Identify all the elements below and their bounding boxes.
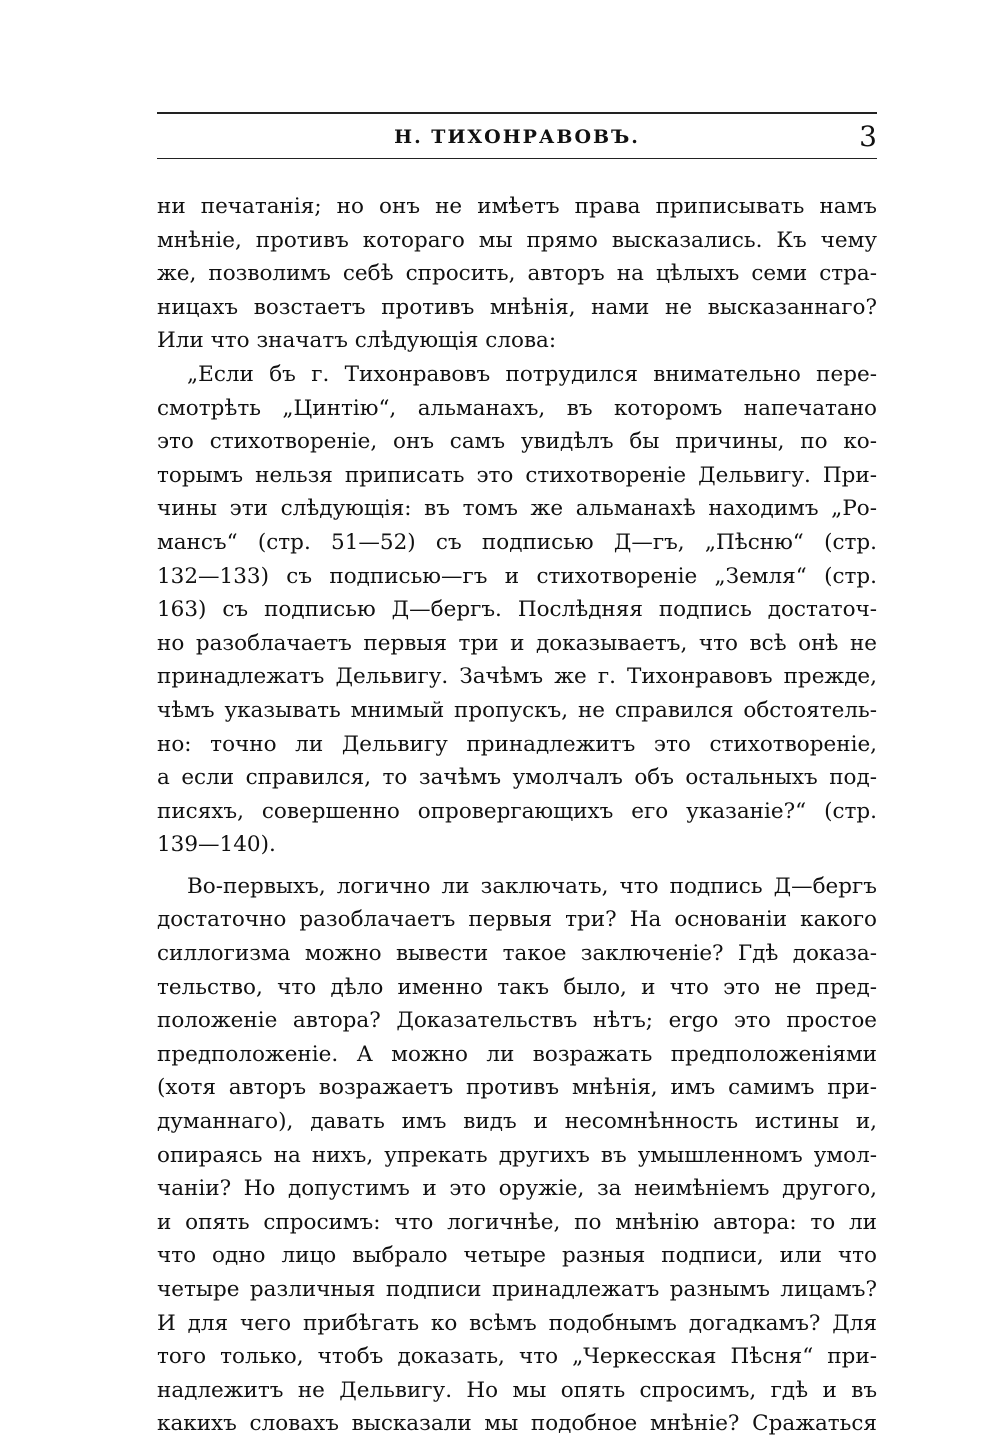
text-line: четыре различныя подписи принадлежатъ разнымъ лицамъ?: [157, 1277, 877, 1302]
text-line: 163) съ подписью Д—бергъ. Послѣдняя подпись достаточ-: [157, 597, 877, 623]
text-line: достаточно разоблачаетъ первыя три? На основаніи какого: [157, 907, 877, 933]
page-header: [157, 122, 877, 156]
text-line: но разоблачаетъ первыя три и доказываетъ, что всѣ онѣ не: [157, 630, 877, 656]
text-line: 139—140).: [157, 832, 276, 858]
body-text: [157, 190, 877, 1441]
text-line: надлежитъ не Дельвигу. Но мы опять спросимъ, гдѣ и въ: [157, 1377, 877, 1403]
text-line: а если справился, то зачѣмъ умолчалъ объ остальныхъ под-: [157, 765, 877, 791]
text-line: принадлежатъ Дельвигу. Зачѣмъ же г. Тихонравовъ прежде,: [157, 664, 877, 690]
text-line: что одно лицо выбрало четыре разныя подписи, или что: [157, 1243, 877, 1269]
text-line: тельство, что дѣло именно такъ было, и что это не пред-: [157, 974, 877, 1000]
text-line: И для чего прибѣгать ко всѣмъ подобнымъ догадкамъ? Для: [157, 1310, 877, 1336]
text-line: мнѣніе, противъ котораго мы прямо высказались. Къ чему: [157, 227, 877, 253]
text-line: писяхъ, совершенно опровергающихъ его указаніе?“ (стр.: [157, 798, 877, 824]
text-line: Во-первыхъ, логично ли заключать, что подпись Д—бергъ: [187, 873, 877, 899]
running-head: Н. ТИХОНРАВОВЪ.: [394, 126, 640, 148]
text-line: опираясь на нихъ, упрекать другихъ въ умышленномъ умол-: [157, 1142, 877, 1168]
text-line: 132—133) съ подписью—гъ и стихотвореніе „Земля“ (стр.: [157, 563, 877, 589]
text-line: чѣмъ указывать мнимый пропускъ, не справился обстоятель-: [157, 697, 877, 723]
text-line: чаніи? Но допустимъ и это оружіе, за неимѣніемъ другого,: [157, 1176, 877, 1202]
text-line: положеніе автора? Доказательствъ нѣтъ; ergo это простое: [157, 1008, 877, 1034]
text-line: же, позволимъ себѣ спросить, авторъ на цѣлыхъ семи стра-: [157, 261, 877, 287]
text-line: Или что значатъ слѣдующія слова:: [157, 328, 557, 354]
header-bottom-rule: [157, 158, 877, 159]
text-line: ни печатанія; но онъ не имѣетъ права приписывать намъ: [157, 194, 877, 219]
text-line: мансъ“ (стр. 51—52) съ подписью Д—гъ, „Пѣсню“ (стр.: [157, 529, 877, 555]
text-line: силлогизма можно вывести такое заключеніе? Гдѣ доказа-: [157, 941, 877, 967]
page-number: 3: [859, 120, 877, 153]
text-line: смотрѣть „Цинтію“, альманахъ, въ которомъ напечатано: [157, 395, 877, 421]
text-line: но: точно ли Дельвигу принадлежитъ это стихотвореніе,: [157, 731, 877, 757]
text-line: какихъ словахъ высказали мы подобное мнѣніе? Сражаться: [157, 1411, 877, 1437]
text-line: чины эти слѣдующія: въ томъ же альманахѣ находимъ „Ро-: [157, 496, 877, 522]
header-top-rule: [157, 112, 877, 114]
text-line: торымъ нельзя приписать это стихотвореніе Дельвигу. При-: [157, 462, 877, 488]
text-line: (хотя авторъ возражаетъ противъ мнѣнія, имъ самимъ при-: [157, 1075, 877, 1101]
text-line: ницахъ возстаетъ противъ мнѣнія, нами не высказаннаго?: [157, 294, 877, 320]
text-line: это стихотвореніе, онъ самъ увидѣлъ бы причины, по ко-: [157, 429, 877, 455]
text-line: думаннаго), давать имъ видъ и несомнѣнность истины и,: [157, 1109, 877, 1135]
text-line: предположеніе. А можно ли возражать предположеніями: [157, 1041, 877, 1067]
text-line: „Если бъ г. Тихонравовъ потрудился внимательно пере-: [187, 361, 877, 387]
text-line: того только, чтобъ доказать, что „Черкесская Пѣсня“ при-: [157, 1344, 877, 1370]
text-line: и опять спросимъ: что логичнѣе, по мнѣнію автора: то ли: [157, 1209, 877, 1235]
